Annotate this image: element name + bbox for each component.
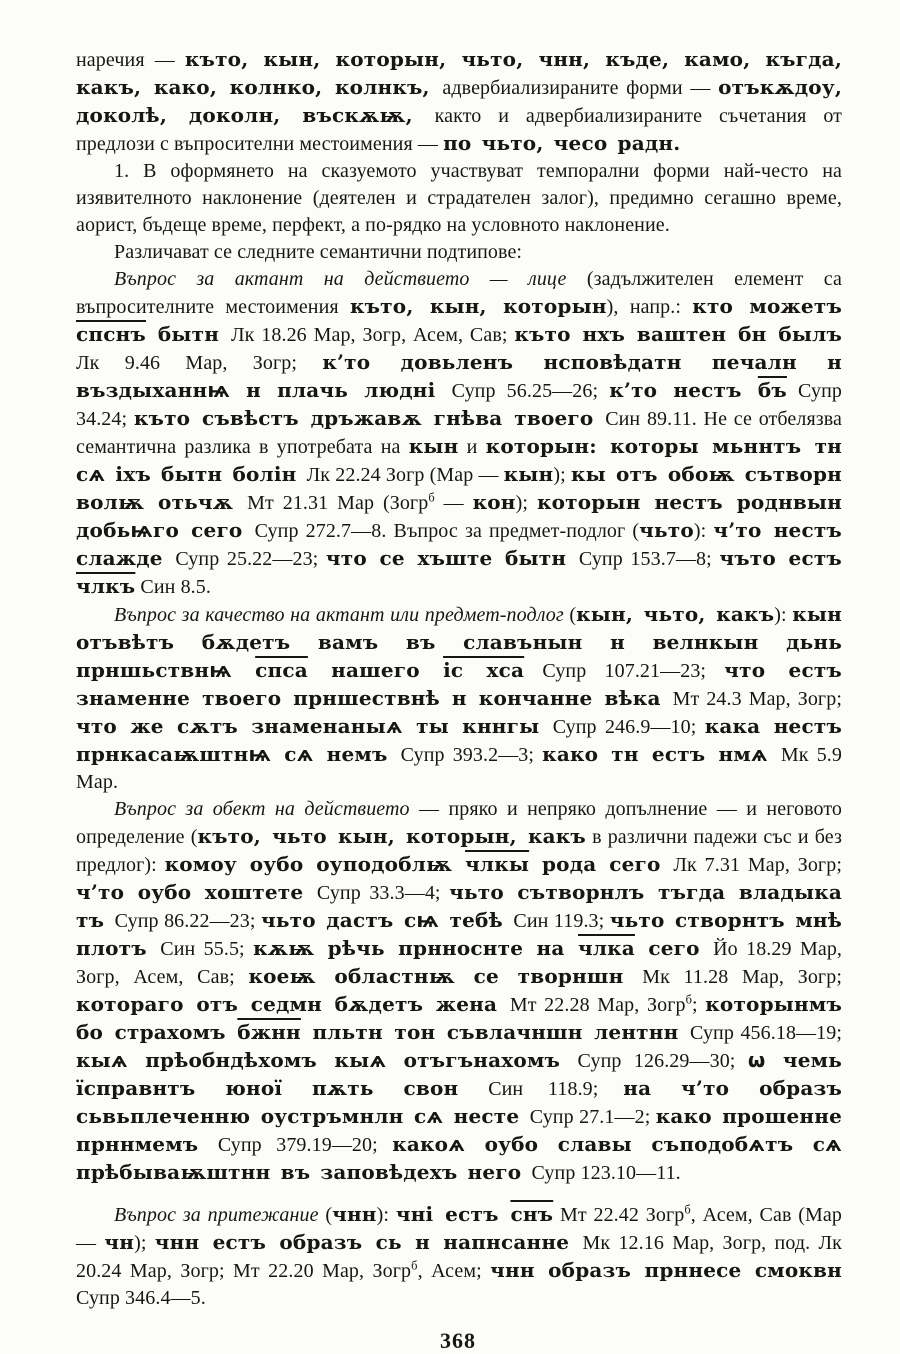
text-run: );	[553, 464, 571, 486]
text-run: Йо 18.29 Мар, Зогр, Асем, Сав;	[76, 938, 843, 988]
old-slavonic-quote-run: что се хъште бытн	[325, 546, 579, 570]
text-run: Супр 27.1—2;	[529, 1106, 656, 1128]
text-run: (	[325, 1204, 333, 1226]
text-block	[76, 46, 842, 1312]
superscript-run: б	[411, 1258, 418, 1273]
text-run: Различават се следните семантични подтипове:	[114, 241, 523, 263]
text-run: Супр 126.29—30;	[577, 1050, 748, 1072]
old-slavonic-quote-run: како прошенне прннмемъ	[76, 1104, 842, 1156]
text-run: — пряко и непряко допълнение — и неговото определение (	[76, 798, 843, 848]
text-run: Супр 153.7—8;	[578, 548, 720, 570]
text-run: —	[434, 492, 473, 514]
old-slavonic-quote-run: члкы	[465, 852, 530, 876]
text-run: Мт 24.3 Мар, Зогр;	[672, 688, 842, 710]
text-run: и	[458, 436, 486, 458]
text-run: Супр 393.2—3;	[400, 744, 543, 766]
old-slavonic-quote-run: къто, кын, которын	[350, 294, 607, 318]
text-run: Супр 56.25—26;	[451, 380, 610, 402]
old-slavonic-quote-run: чнн	[332, 1202, 377, 1226]
superscript-run: б	[684, 1202, 691, 1217]
old-slavonic-quote-run: на ч’то образъ сьвьплеченню оустръмнлн сѧ несте	[76, 1076, 842, 1128]
old-slavonic-quote-run: коеѭ областнѭ се творншн	[248, 964, 643, 988]
text-run: Мк 12.16 Мар, Зогр, под. Лк 20.24 Мар, Зогр; Мт 22.20 Мар, Зогр	[76, 1232, 842, 1282]
old-slavonic-quote-run: чьто	[639, 518, 694, 542]
text-run: ):	[693, 520, 714, 542]
superscript-run: б	[428, 490, 435, 505]
text-run: Супр 379.19—20;	[217, 1134, 393, 1156]
old-slavonic-quote-run: чнн естъ образъ сь н напнсанне	[154, 1230, 583, 1254]
text-run: Лк 18.26 Мар, Зогр, Асем, Сав;	[230, 324, 515, 346]
italic-heading-run: Въпрос за притежание	[114, 1204, 326, 1226]
old-slavonic-quote-run: къто, чьто кын, которын, какъ	[197, 824, 586, 848]
paragraph	[76, 601, 842, 796]
old-slavonic-quote-run: чнн образъ прннесе смоквн	[490, 1258, 842, 1282]
old-slavonic-quote-run: ч’то нестъ слажде	[76, 518, 842, 570]
old-slavonic-quote-run: пльтн тон съвлачншн лентнн	[300, 1020, 691, 1044]
text-run: Син 55.5;	[160, 938, 254, 960]
old-slavonic-quote-run: бъ	[757, 378, 787, 402]
old-slavonic-quote-run: чні естъ	[395, 1202, 511, 1226]
superscript-run: б	[685, 992, 692, 1007]
old-slavonic-quote-run: чьто сътворнлъ тъгда владыка тъ	[76, 880, 843, 932]
italic-heading-run: Въпрос за обект на действието	[114, 798, 420, 820]
text-run: ), напр.:	[606, 296, 693, 318]
text-run: Лк 22.24 Зогр (Мар —	[306, 464, 504, 486]
text-run: Мт 22.28 Мар, Зогр	[509, 994, 686, 1016]
old-slavonic-quote-run: которын нестъ роднвын добьѩго сего	[76, 490, 842, 542]
text-run: Лк 9.46 Мар, Зогр;	[76, 352, 323, 374]
paragraph	[76, 239, 842, 266]
page-number: 368	[440, 1328, 476, 1353]
old-slavonic-quote-run: рода сего	[529, 852, 674, 876]
text-run: Супр 346.4—5.	[76, 1287, 206, 1309]
text-run: Син 89.11. Не се отбелязва семантична разлика в употребата на	[76, 408, 842, 458]
text-run: );	[515, 492, 537, 514]
text-run: (задължителен елемент са въпросителните местоимения	[76, 268, 842, 318]
old-slavonic-quote-run: которын: которы мьннтъ тн сѧ іхъ бытн болін	[76, 434, 842, 486]
text-run: );	[134, 1232, 155, 1254]
text-run: Син 118.9;	[488, 1078, 624, 1100]
old-slavonic-quote-run: нашего	[307, 658, 444, 682]
old-slavonic-quote-run: спса	[255, 658, 308, 682]
text-run: адвербиализираните форми —	[442, 77, 719, 99]
old-slavonic-quote-run: бжнн	[237, 1020, 301, 1044]
text-run: ):	[774, 604, 793, 626]
old-slavonic-quote-run: кака нестъ прнкасаѭштнѩ сѧ немъ	[76, 714, 842, 766]
old-slavonic-quote-run: іс хса	[443, 658, 525, 682]
text-run: Мк 5.9 Мар.	[76, 744, 842, 793]
old-slavonic-quote-run: къто съвѣстъ дръжавѫ гнѣва твоего	[133, 406, 606, 430]
paragraph	[76, 266, 842, 601]
old-slavonic-quote-run: к’то довьленъ нсповѣдатн печалн н въздыханнѩ н плачь людні	[76, 350, 843, 402]
paragraph	[76, 158, 842, 239]
old-slavonic-quote-run: члкъ	[76, 574, 136, 598]
old-slavonic-quote-run: которынмъ бо страхомъ	[76, 992, 842, 1044]
text-run: Мт 22.42 Зогр	[553, 1204, 685, 1226]
old-slavonic-quote-run: по чьто, чесо радн.	[443, 131, 681, 155]
old-slavonic-quote-run: кын отъвѣтъ бѫдетъ вамъ въ славънын н велнкын дьнь прншьствнѩ	[76, 602, 842, 682]
old-slavonic-quote-run: кѫѭ рѣчь прнноснте на	[253, 936, 578, 960]
text-run: Супр 34.24;	[76, 380, 842, 430]
old-slavonic-quote-run: какоѧ оубо славы съподобѧтъ сѧ прѣбываѭштнн въ заповѣдехъ него	[76, 1132, 843, 1184]
old-slavonic-quote-run: снъ	[510, 1202, 554, 1226]
old-slavonic-quote-run: бытн	[145, 322, 231, 346]
text-run: Супр 456.18—19;	[690, 1022, 843, 1044]
old-slavonic-quote-run: что же сѫтъ знаменаныѧ ты кннгы	[76, 714, 553, 738]
old-slavonic-quote-run: чьто створнтъ мнѣ плотъ	[76, 908, 842, 960]
paragraph	[76, 796, 842, 1187]
text-run: Син 119.3;	[513, 910, 610, 932]
text-run: 1. В оформянето на сказуемото участвуват темпорални форми най-често на изявителното наклонение (деятелен и страдателен залог), предимно сегашно време, аорист, бъдеще време, перфект, а по-рядко на условното наклонение.	[76, 160, 842, 236]
old-slavonic-quote-run: кы отъ обоѭ сътворн волѭ отьчѫ	[76, 462, 842, 514]
text-run: Супр 25.22—23;	[175, 548, 326, 570]
text-run: Супр 86.22—23;	[114, 910, 261, 932]
old-slavonic-quote-run: комоу оубо оуподоблѭ	[164, 852, 466, 876]
text-run: Супр 246.9—10;	[552, 716, 705, 738]
paragraph	[76, 46, 842, 158]
text-run: Супр 33.3—4;	[316, 882, 450, 904]
old-slavonic-quote-run: кын	[408, 434, 459, 458]
text-run: , Асем, Сав (Мар —	[76, 1204, 842, 1254]
text-run: Мк 11.28 Мар, Зогр;	[642, 966, 842, 988]
text-run: Супр 107.21—23;	[524, 660, 725, 682]
text-run: наречия —	[76, 49, 185, 71]
italic-heading-run: Въпрос за актант на действието — лице	[114, 268, 587, 290]
old-slavonic-quote-run: кон	[472, 490, 516, 514]
text-run: Супр 123.10—11.	[531, 1162, 681, 1184]
old-slavonic-quote-run: къто нхъ ваштен бн былъ	[514, 322, 842, 346]
text-run: ):	[376, 1204, 396, 1226]
old-slavonic-quote-run: кын, чьто, какъ	[576, 602, 775, 626]
old-slavonic-quote-run: къто, кын, которын, чьто, чнн, къде, камо, къгда, какъ, како, колнко, колнкъ,	[76, 47, 842, 99]
old-slavonic-quote-run: чн	[104, 1230, 135, 1254]
old-slavonic-quote-run: ѡ чемь їсправнтъ юної пѫть свон	[76, 1048, 843, 1100]
old-slavonic-quote-run: кто можетъ	[692, 294, 842, 318]
old-slavonic-quote-run: сего	[634, 936, 714, 960]
old-slavonic-quote-run: кын	[503, 462, 554, 486]
text-run: (	[569, 604, 577, 626]
old-slavonic-quote-run: ч’то оубо хоштете	[76, 880, 317, 904]
old-slavonic-quote-run: чъто естъ	[719, 546, 842, 570]
old-slavonic-quote-run: чьто дастъ сѩ тебѣ	[261, 908, 514, 932]
old-slavonic-quote-run: к’то нестъ	[609, 378, 758, 402]
old-slavonic-quote-run: котораго отъ седмн бѫдетъ жена	[76, 992, 510, 1016]
old-slavonic-quote-run: что естъ знаменне твоего прншествнѣ н кончанне вѣка	[76, 658, 842, 710]
old-slavonic-quote-run: спснъ	[76, 322, 146, 346]
text-run: Син 8.5.	[135, 576, 211, 598]
old-slavonic-quote-run: отъкѫдоу, доколѣ, доколн, въскѫѭ,	[76, 75, 843, 127]
italic-heading-run: Въпрос за качество на актант или предмет-подлог	[114, 604, 570, 626]
text-run: Супр 272.7—8. Въпрос за предмет-подлог (	[254, 520, 640, 542]
text-run: Мт 21.31 Мар (Зогр	[247, 492, 429, 514]
text-run: в различни падежи със и без предлог):	[76, 826, 842, 876]
text-run: , Асем;	[417, 1260, 491, 1282]
paragraph	[76, 1201, 842, 1312]
old-slavonic-quote-run: члка	[577, 936, 635, 960]
old-slavonic-quote-run: кыѧ прѣобндѣхомъ кыѧ отъгънахомъ	[76, 1048, 578, 1072]
text-run: ;	[692, 994, 706, 1016]
text-run: както и адвербиализираните съчетания от предлози с въпросителни местоимения —	[76, 105, 843, 155]
text-run: Лк 7.31 Мар, Зогр;	[673, 854, 842, 876]
old-slavonic-quote-run: како тн естъ нмѧ	[542, 742, 781, 766]
